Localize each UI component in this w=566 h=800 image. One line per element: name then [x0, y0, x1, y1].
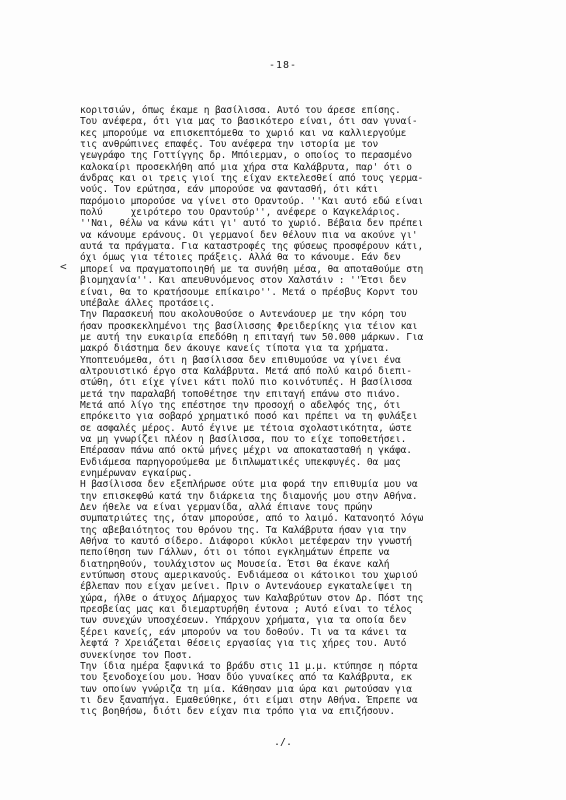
text-line: Του ανέφερα, ότι για μας το βασικότερο είναι, ότι σαν γυναί- [80, 116, 418, 128]
page-number: -18- [268, 60, 298, 71]
text-line: Την ίδια ημέρα ξαφνικά το βράδυ στις 11 μ.μ. κτύπησε η πόρτα [80, 660, 418, 672]
text-line: Επέρασαν πάνω από οκτώ μήνες μέχρι να αποκατασταθή η γκάφα. [80, 445, 412, 457]
text-line: Υποπτευόμεθα, ότι η βασίλισσα δεν επιθυμούσε να γίνει ένα [80, 354, 401, 366]
text-line: κοριτσιών, όπως έκαμε η βασίλισσα. Αυτό του άρεσε επίσης. [80, 105, 401, 116]
text-line: όχι όμως για τέτοιες πράξεις. Αλλά θα το κάνουμε. Εάν δεν [80, 252, 401, 264]
text-line: είναι, θα το κρατήσουμε επίκαιρο''. Μετά ο πρέσβυς Κορντ του [80, 286, 418, 298]
text-line: καλοκαίρι προσεκλήθη από μια χήρα στα Καλάβρυτα, παρ' ότι ο [80, 161, 412, 173]
text-line: γεωγράφο της Γοττίγγης δρ. Μπόιερμαν, ο οποίος το περασμένο [80, 150, 412, 162]
text-line: τις ανθρώπινες επαφές. Του ανέφερα την ιστορία με τον [80, 139, 379, 151]
text-line: βιομηχανία''. Και απευθυνόμενος στον Χαλστάιν : ''Έτσι δεν [80, 275, 407, 287]
text-line: μετά την παραλαβή τοποθέτησε την επιταγή επάνω στο πιάνο. [80, 388, 401, 400]
text-line: να μη γνωρίζει πλέον η βασίλισσα, που το είχε τοποθετήσει. [80, 433, 407, 445]
text-line: χώρα, ήλθε ο άτυχος Δήμαρχος των Καλαβρύτων στον Δρ. Πόστ της [80, 592, 424, 604]
text-line: λεφτά ? Χρειάζεται θέσεις εργασίας για τις χήρες του. Αυτό [80, 638, 407, 650]
text-line: την επισκεφθώ κατά την διάρκεια της διαμονής μου στην Αθήνα. [80, 490, 418, 502]
text-line: των συνεχών υποσχέσεων. Υπάρχουν χρήματα, για τα οποία δεν [80, 615, 407, 627]
text-line: έβλεπαν που είχαν μείνει. Πριν ο Αντενάουερ εγκαταλείψει τη [80, 581, 412, 593]
text-line: διατηρηθούν, τουλάχιστον ως Μουσεία. Έτσι θα έκανε καλή [80, 558, 390, 570]
text-line: Δεν ήθελε να είναι γερμανίδα, αλλά έπιανε τους πρώην [80, 502, 373, 514]
footer-continuation-mark: ./. [273, 737, 293, 748]
text-line: αλτρουιστικό έργο στα Καλάβρυτα. Μετά από πολύ καιρό διεπι- [80, 365, 412, 377]
text-line: εντύπωση στους αμερικανούς. Ενδιάμεσα οι κάτοικοι του χωριού [80, 570, 418, 582]
text-line: σε ασφαλές μέρος. Αυτό έγινε με τέτοια σχολαστικότητα, ώστε [80, 422, 412, 434]
text-line: πολύ χειρότερο του Οραντούρ'', ανέφερε ο Καγκελάριος. [80, 207, 401, 219]
text-line: στώθη, ότι είχε γίνει κάτι πολύ πιο κοινότυπές. Η βασίλισσα [80, 377, 412, 389]
text-line: Την Παρασκευή που ακολουθούσε ο Αντενάουερ με την κόρη του [80, 309, 407, 321]
margin-mark: < [60, 260, 67, 273]
text-line: πρεσβείας μας και διεμαρτυρήθη έντονα ; Αυτό είναι το τέλος [80, 604, 412, 616]
text-line: Ενδιάμεσα παρηγορούμεθα με διπλωματικές υπεκφυγές. Θα μας [80, 456, 401, 468]
text-line: συνεκίνησε τον Ποστ. [80, 649, 193, 661]
text-line: παρόμοιο μπορούσε να γίνει στο Οραντούρ. ''Και αυτό εδώ είναι [80, 195, 424, 207]
text-line: των οποίων γνώριζα τη μία. Κάθησαν μια ώρα και ρωτούσαν για [80, 683, 412, 695]
text-line: ενημέρωναν εγκαίρως. [80, 468, 193, 479]
text-line: πεποίθηση των Γάλλων, ότι οι τόποι εγκλημάτων έπρεπε να [80, 547, 390, 559]
text-line: με αυτή την ευκαιρία επεδόθη η επιταγή των 50.000 μάρκων. Για [80, 331, 424, 343]
text-line: ''Ναι, θέλω να κάνω κάτι γι' αυτό το χωριό. Βέβαια δεν πρέπει [80, 218, 424, 230]
text-line: του ξενοδοχείου μου. Ήσαν δύο γυναίκες από τα Καλάβρυτα, εκ [80, 672, 412, 684]
text-line: νούς. Τον ερώτησα, εάν μπορούσε να φαντασθή, ότι κάτι [80, 184, 379, 196]
text-line: τι δεν ξαναπήγα. Εμαθεύθηκε, ότι είμαι στην Αθήνα. Έπρεπε να [80, 694, 418, 706]
body-text [80, 105, 500, 718]
text-line: υπέβαλε άλλες προτάσεις. [80, 297, 216, 309]
text-line: μπορεί να πραγματοποιηθή με τα συνήθη μέσα, θα αποταθούμε στη [80, 263, 424, 275]
text-line: Μετά από λίγο της επέστησε την προσοχή ο αδελφός της, ότι [80, 399, 401, 411]
text-line: Αθήνα το καυτό σίδερο. Διάφοροι κύκλοι μετέφεραν την γνωστή [80, 536, 412, 548]
text-line: κες μπορούμε να επισκεπτόμεθα το χωριό και να καλλιεργούμε [80, 127, 407, 139]
text-line: επρόκειτο για σοβαρό χρηματικό ποσό και πρέπει να τη φυλάξει [80, 411, 418, 423]
text-line: Η βασίλισσα δεν εξεπλήρωσε ούτε μια φορά την επιθυμία μου να [80, 479, 418, 491]
text-line: ξέρει κανείς, εάν μπορούν να του δοθούν. Τι να τα κάνει τα [80, 626, 407, 638]
text-line: μακρό διάστημα δεν άκουγε κανείς τίποτα για τα χρήματα. [80, 343, 390, 355]
text-line: αυτά τα πράγματα. Για καταστροφές της φύσεως προσφέρουν κάτι, [80, 241, 424, 253]
text-line: να κάνουμε εράνους. Οι γερμανοί δεν θέλουν πια να ακούνε γι' [80, 229, 418, 241]
text-line: συμπατριώτες της, όταν μπορούσε, από το λαιμό. Κατανοητό λόγω [80, 513, 424, 525]
text-line: της αβεβαιότητος του θρόνου της. Τα Καλάβρυτα ήσαν για την [80, 524, 407, 536]
text-line: άνδρας και οι τρεις γιοί της είχαν εκτελεσθεί από τους γερμα- [80, 173, 424, 185]
text-line: τις βοηθήσω, διότι δεν είχαν πια τρόπο για να επιζήσουν. [80, 706, 396, 718]
text-line: ήσαν προσκεκλημένοι της βασίλισσης Φρειδερίκης για τέιον και [80, 320, 418, 332]
